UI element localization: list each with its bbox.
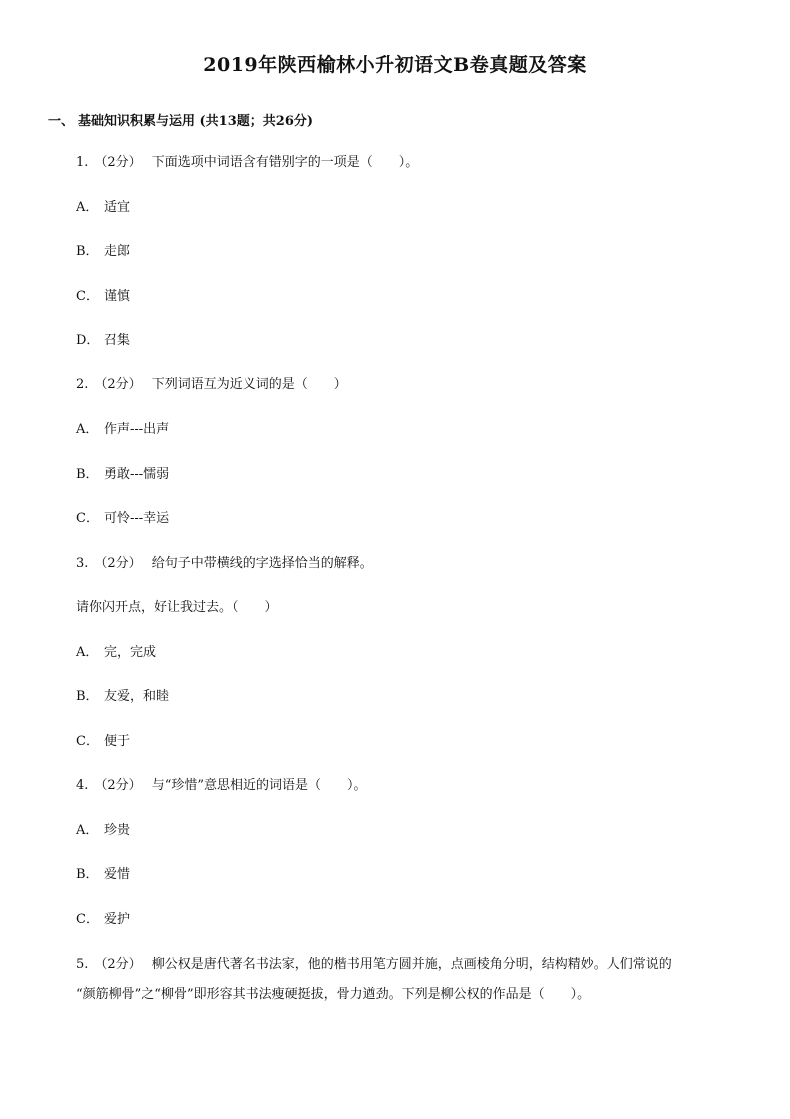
option-1b <box>76 243 130 261</box>
question-text: 给句子中带横线的字选择恰当的解释。 <box>151 556 373 571</box>
question-text: 与“珍惜”意思相近的词语是（ ）。 <box>151 778 367 793</box>
option-3a <box>76 644 156 662</box>
question-score: （2分） <box>94 155 142 170</box>
option-letter: B． <box>76 467 99 482</box>
option-letter: C． <box>76 912 99 927</box>
question-3 <box>76 555 373 573</box>
question-text: 柳公权是唐代著名书法家，他的楷书用笔方圆并施，点画棱角分明，结构精妙。人们常说的 <box>151 957 672 972</box>
question-4 <box>76 777 366 795</box>
option-1a <box>76 199 130 217</box>
option-letter: B． <box>76 689 99 704</box>
question-score: （2分） <box>94 778 142 793</box>
question-score: （2分） <box>94 957 142 972</box>
option-letter: A． <box>76 645 99 660</box>
option-1c <box>76 288 130 306</box>
question-score: （2分） <box>94 556 142 571</box>
option-letter: C． <box>76 289 99 304</box>
question-text: 下面选项中词语含有错别字的一项是（ ）。 <box>151 155 419 170</box>
option-text: 便于 <box>104 734 131 749</box>
option-text: 完，完成 <box>104 645 157 660</box>
option-text: 走郎 <box>104 244 131 259</box>
question-text: 下列词语互为近义词的是（ ） <box>151 377 347 392</box>
section-header <box>48 110 313 129</box>
option-text: 珍贵 <box>104 823 131 838</box>
question-number: 1. <box>76 155 89 170</box>
question-1 <box>76 154 418 172</box>
document-title: 2019年陕西榆林小升初语文B卷真题及答案 <box>203 54 587 76</box>
option-letter: C． <box>76 734 99 749</box>
option-letter: D． <box>76 333 100 348</box>
option-letter: A． <box>76 823 99 838</box>
option-4c <box>76 911 130 929</box>
question-score: （2分） <box>94 377 142 392</box>
option-3b <box>76 688 169 706</box>
question-2 <box>76 376 347 394</box>
question-number: 3. <box>76 556 89 571</box>
option-text: 适宜 <box>104 200 131 215</box>
question-number: 4. <box>76 778 89 793</box>
option-text: 爱惜 <box>104 867 131 882</box>
option-text: 友爱，和睦 <box>104 689 170 704</box>
option-text: 作声---出声 <box>104 422 170 437</box>
option-letter: B． <box>76 867 99 882</box>
question-5-continuation: “颜筋柳骨”之“柳骨”即形容其书法瘦硬挺拔，骨力遒劲。下列是柳公权的作品是（ ）。 <box>76 987 591 1002</box>
section-label: 基础知识积累与运用 (共13题；共26分) <box>78 114 314 129</box>
option-text: 谨慎 <box>104 289 131 304</box>
question-5 <box>76 956 672 974</box>
option-4b <box>76 866 130 884</box>
option-4a <box>76 822 130 840</box>
option-text: 勇敢---懦弱 <box>104 467 170 482</box>
option-2b <box>76 466 169 484</box>
option-2c <box>76 510 169 528</box>
option-text: 爱护 <box>104 912 131 927</box>
option-text: 召集 <box>104 333 131 348</box>
option-letter: B． <box>76 244 99 259</box>
section-number: 一、 <box>48 114 75 129</box>
option-3c <box>76 733 130 751</box>
option-letter: C． <box>76 511 99 526</box>
option-1d <box>76 332 130 350</box>
option-2a <box>76 421 169 439</box>
question-number: 5. <box>76 957 89 972</box>
option-text: 可怜---幸运 <box>104 511 170 526</box>
question-number: 2. <box>76 377 89 392</box>
question-3-sentence: 请你闪开点，好让我过去。（ ） <box>76 600 278 615</box>
option-letter: A． <box>76 200 99 215</box>
option-letter: A． <box>76 422 99 437</box>
